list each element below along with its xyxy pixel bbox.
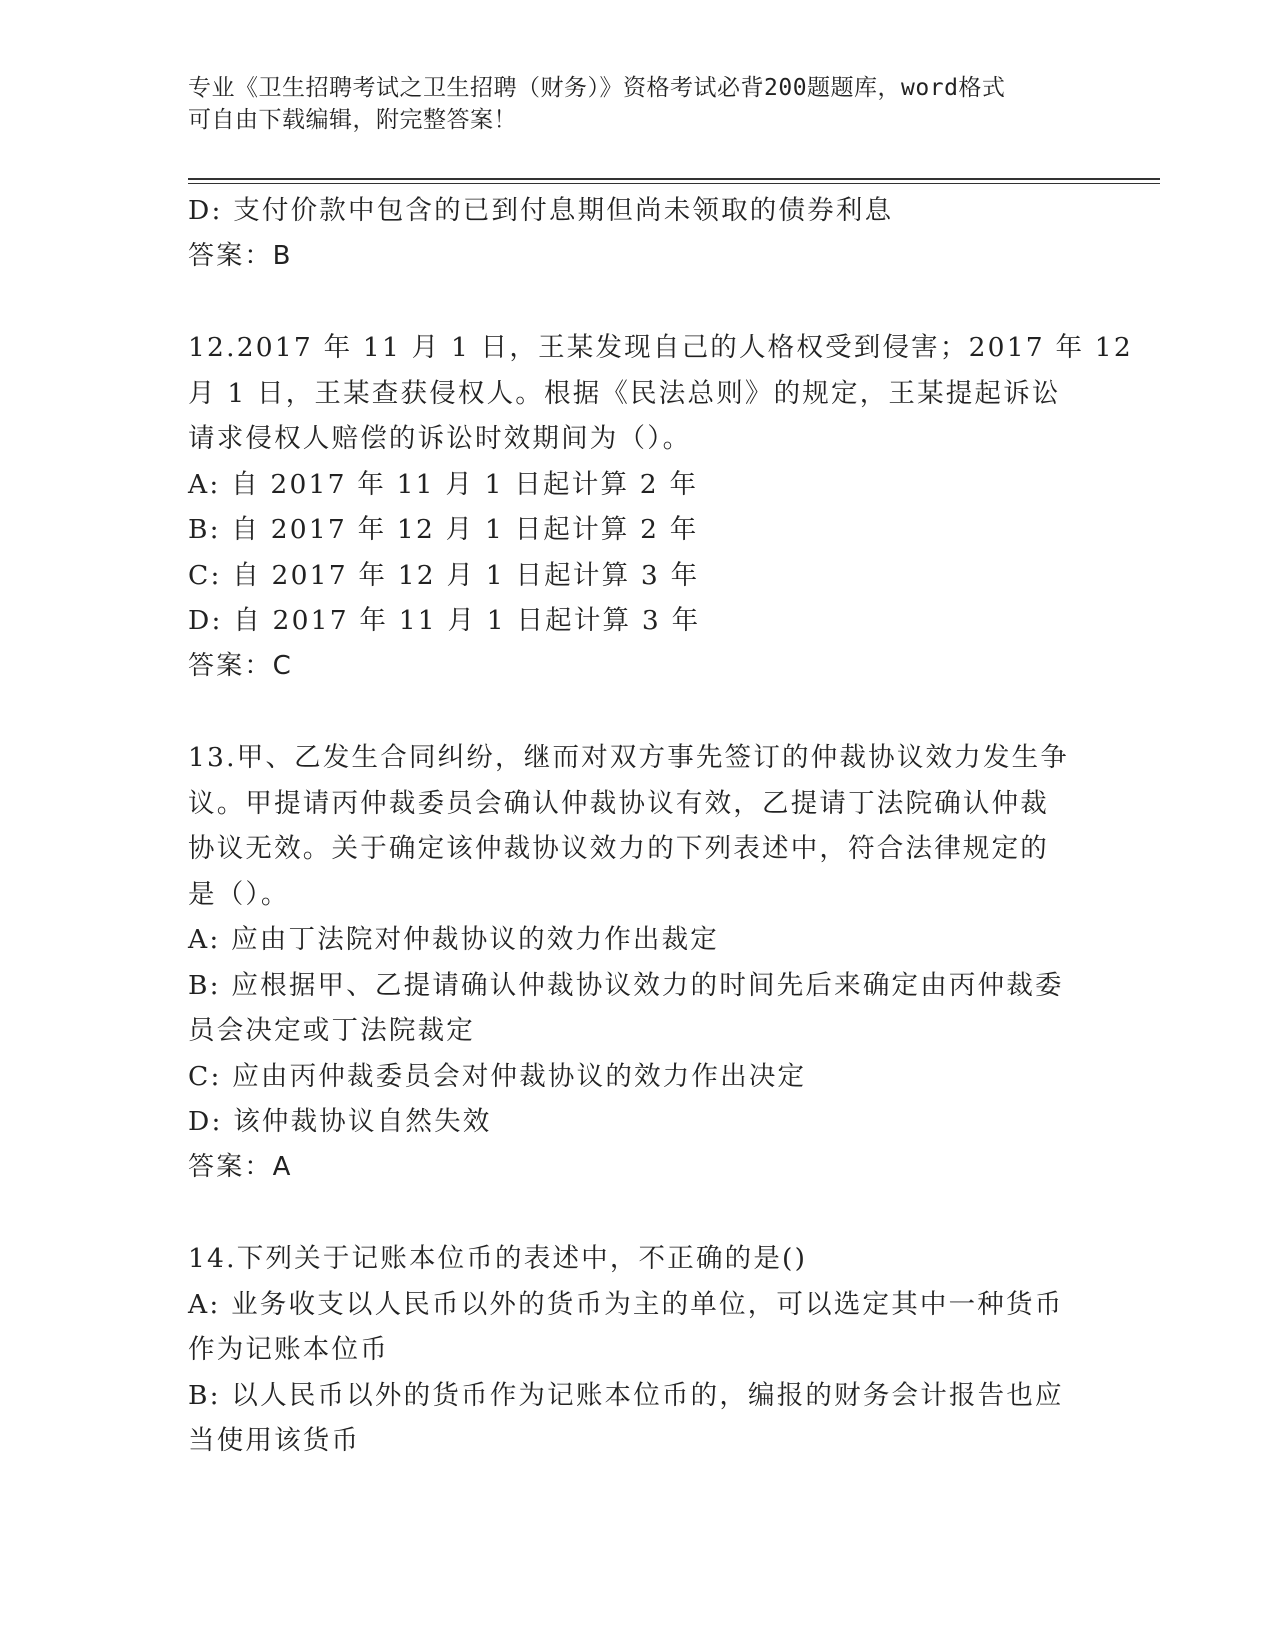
header-rule-thin — [188, 183, 1160, 184]
q13-option-d: D: 该仲裁协议自然失效 — [188, 1106, 492, 1137]
question-12 — [188, 325, 1133, 689]
q12-answer: 答案：C — [188, 650, 293, 681]
q12-stem-line-1: 12.2017 年 11 月 1 日，王某发现自己的人格权受到侵害；2017 年 12 — [188, 332, 1133, 363]
q13-stem-line-2: 议。甲提请丙仲裁委员会确认仲裁协议有效，乙提请丁法院确认仲裁 — [188, 787, 1049, 819]
document-body — [188, 188, 1133, 1464]
q13-option-b-line-2: 员会决定或丁法院裁定 — [188, 1015, 475, 1046]
q13-option-a: A: 应由丁法院对仲裁协议的效力作出裁定 — [188, 924, 719, 955]
q14-stem: 14.下列关于记账本位币的表述中，不正确的是() — [188, 1243, 808, 1274]
q12-stem-line-2: 月 1 日，王某查获侵权人。根据《民法总则》的规定，王某提起诉讼 — [188, 377, 1061, 409]
q14-option-b-line-2: 当使用该货币 — [188, 1425, 361, 1456]
q13-stem-line-1: 13.甲、乙发生合同纠纷，继而对双方事先签订的仲裁协议效力发生争 — [188, 742, 1070, 773]
q14-option-a-line-1: A: 业务收支以人民币以外的货币为主的单位，可以选定其中一种货币 — [188, 1288, 1064, 1320]
q13-stem-line-4: 是（）。 — [188, 878, 290, 910]
header-line-2: 可自由下载编辑，附完整答案！ — [188, 107, 517, 133]
question-13 — [188, 735, 1080, 1190]
prev-answer: 答案：B — [188, 240, 293, 271]
q13-option-b-line-1: B: 应根据甲、乙提请确认仲裁协议效力的时间先后来确定由丙仲裁委 — [188, 969, 1064, 1001]
prev-option-d: D: 支付价款中包含的已到付息期但尚未领取的债券利息 — [188, 195, 894, 226]
header-line-1: 专业《卫生招聘考试之卫生招聘（财务）》资格考试必背200题题库，word格式 — [188, 75, 1006, 101]
q13-answer: 答案：A — [188, 1151, 293, 1182]
document-header — [188, 72, 1068, 136]
header-rule-thick — [188, 178, 1160, 180]
q13-option-c: C: 应由丙仲裁委员会对仲裁协议的效力作出决定 — [188, 1060, 807, 1092]
q12-option-b: B: 自 2017 年 12 月 1 日起计算 2 年 — [188, 514, 699, 545]
q14-option-a-line-2: 作为记账本位币 — [188, 1334, 389, 1365]
question-14 — [188, 1236, 1080, 1464]
q12-option-d: D: 自 2017 年 11 月 1 日起计算 3 年 — [188, 605, 701, 636]
q12-stem-line-3: 请求侵权人赔偿的诉讼时效期间为（）。 — [188, 423, 692, 454]
q12-option-a: A: 自 2017 年 11 月 1 日起计算 2 年 — [188, 468, 699, 500]
q14-option-b-line-1: B: 以人民币以外的货币作为记账本位币的，编报的财务会计报告也应 — [188, 1379, 1064, 1411]
q12-option-c: C: 自 2017 年 12 月 1 日起计算 3 年 — [188, 559, 700, 591]
q13-stem-line-3: 协议无效。关于确定该仲裁协议效力的下列表述中，符合法律规定的 — [188, 833, 1049, 864]
